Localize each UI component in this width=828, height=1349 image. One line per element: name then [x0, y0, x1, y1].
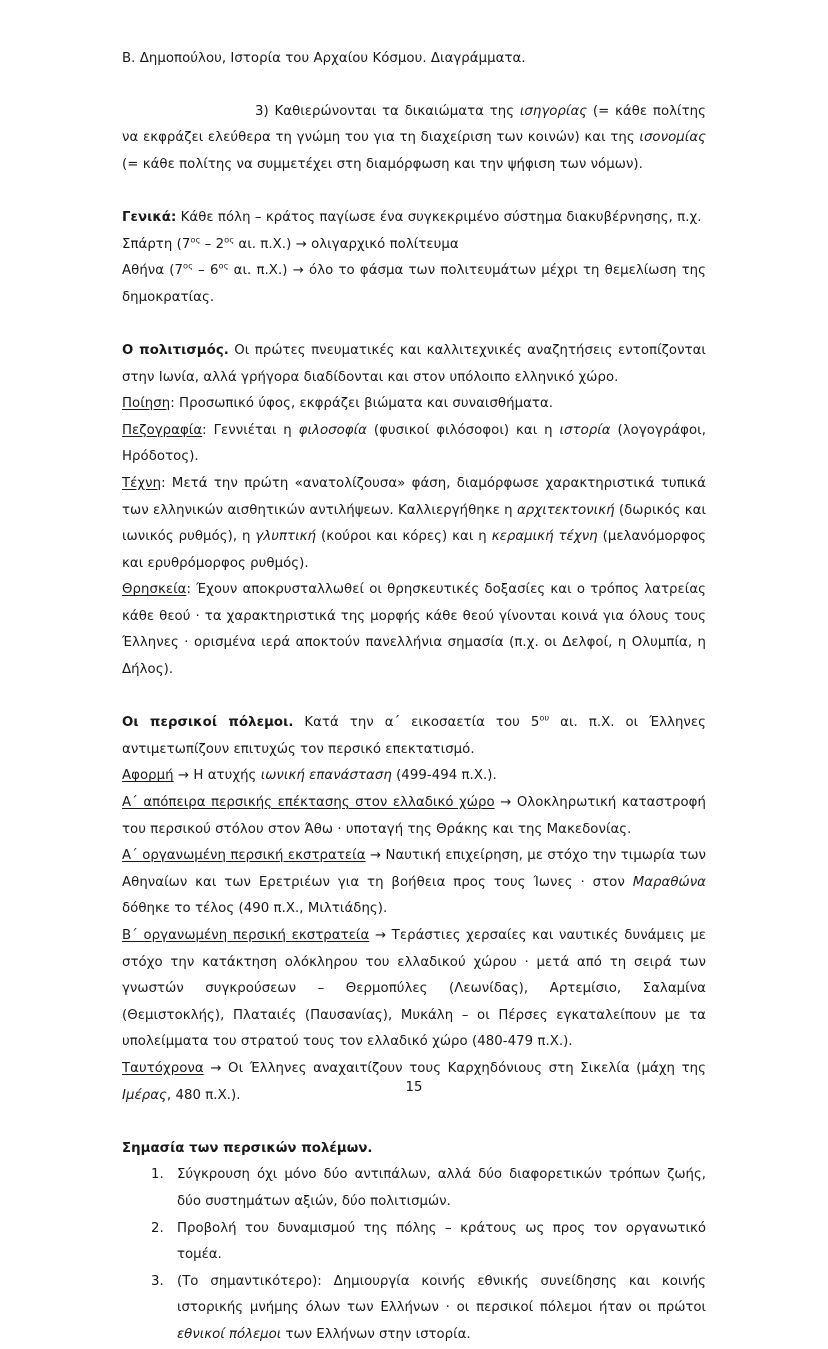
- paragraph-thriskeia: [122, 577, 706, 683]
- sparti-pre: Σπάρτη (7: [122, 236, 191, 252]
- paragraph-genika: [122, 205, 706, 232]
- apopeira-label: Α΄ απόπειρα περσικής επέκτασης στον ελλαδικό χώρο: [122, 795, 495, 811]
- list-item-part1: (Το σημαντικότερο): Δημιουργία κοινής εθνικής συνείδησης και κοινής ιστορικής μνήμης όλων των Ελλήνων · οι περσικοί πόλεμοι ήταν οι πρώτοι: [177, 1273, 706, 1316]
- intro-part1: Καθιερώνονται τα δικαιώματα της: [268, 103, 520, 119]
- ekstrateia-a-part2: δόθηκε το τέλος (490 π.Χ., Μιλτιάδης).: [122, 901, 388, 917]
- tautochrona-part2: , 480 π.Χ.).: [166, 1087, 241, 1103]
- paragraph-intro: [122, 99, 706, 179]
- pezografia-term-filosofia: φιλοσοφία: [298, 422, 367, 438]
- arrow-icon: →: [177, 768, 190, 784]
- thriskeia-body: : Έχουν αποκρυσταλλωθεί οι θρησκευτικές δοξασίες και ο τρόπος λατρείας κάθε θεού · τα χαρακτηριστικά της μορφής κάθε θεού γίνονται κοινά για όλους τους Έλληνες · ορισμένα ιερά αποκτούν πανελλήνια σημασία (π.χ. οι Δελφοί, η Ολυμπία, η Δήλος).: [122, 582, 706, 678]
- texni-part3: (κούροι και κόρες) και η: [316, 529, 492, 545]
- aformi-term-ioniki: ιωνική επανάσταση: [260, 768, 392, 784]
- intro-term-isonomia: ισονομίας: [639, 130, 706, 146]
- texni-part2: (δωρικός και ιωνικός ρυθμός), η: [122, 502, 706, 545]
- paragraph-sparti: [122, 232, 706, 259]
- spacer: [122, 684, 706, 711]
- aformi-label: Αφορμή: [122, 768, 174, 784]
- tautochrona-term-imeras: Ιμέρας: [122, 1087, 167, 1103]
- arrow-icon: →: [369, 848, 382, 864]
- ekstrateia-a-part1: Ναυτική επιχείρηση, με στόχο την τιμωρία των Αθηναίων και των Ερετριέων για τη βοήθεια προς τους Ίωνες · στον: [122, 848, 706, 890]
- list-item-text: Προβολή του δυναμισμού της πόλης – κράτους ως προς τον οργανωτικό τομέα.: [177, 1220, 706, 1263]
- simasia-heading: Σημασία των περσικών πολέμων.: [122, 1140, 373, 1156]
- list-item-part2: των Ελλήνων στην ιστορία.: [281, 1326, 471, 1342]
- tautochrona-part1: Οι Έλληνες αναχαιτίζουν τους Καρχηδόνιους στη Σικελία (μάχη της: [221, 1060, 706, 1076]
- athina-sup1: ος: [183, 260, 193, 271]
- list-item: [122, 1162, 706, 1215]
- arrow-icon: →: [374, 928, 387, 943]
- genika-heading: Γενικά:: [122, 209, 177, 225]
- paragraph-apopeira: [122, 790, 706, 843]
- athina-post: αι. π.Χ.): [228, 263, 293, 279]
- spacer: [122, 1109, 706, 1136]
- ekstrateia-b-body: Τεράστιες χερσαίες και ναυτικές δυνάμεις με στόχο την κατάκτηση ολόκληρου του ελλαδικού χώρου · μετά από τη σειρά των γνωστών συγκρούσεων – Θερμοπύλες (Λεωνίδας), Αρτεμίσιο, Σαλαμίνα (Θεμιστοκλής), Πλαταιές (Παυσανίας), Μυκάλη – οι Πέρσες εγκαταλείπουν με τα υπολείμματα του στρατού τους τον ελλαδικό χώρο (480-479 π.Χ.).: [122, 928, 706, 1050]
- paragraph-aformi: [122, 763, 706, 790]
- apopeira-body: Ολοκληρωτική καταστροφή του περσικού στόλου στον Άθω · υποταγή της Θράκης και της Μακεδονίας.: [122, 795, 706, 837]
- paragraph-texni: [122, 471, 706, 577]
- athina-tail: όλο το φάσμα των πολιτευμάτων μέχρι τη θεμελίωση της δημοκρατίας.: [122, 263, 706, 305]
- pezografia-part2: (φυσικοί φιλόσοφοι) και η: [367, 422, 560, 438]
- pezografia-term-istoria: ιστορία: [559, 422, 611, 438]
- ekstrateia-b-label: Β΄ οργανωμένη περσική εκστρατεία: [122, 928, 370, 943]
- texni-label: Τέχνη: [122, 475, 162, 491]
- pezografia-part1: : Γεννιέται η: [202, 422, 299, 438]
- intro-number: 3): [255, 103, 269, 119]
- spacer: [122, 311, 706, 338]
- list-item-text: Σύγκρουση όχι μόνο δύο αντιπάλων, αλλά δύο διαφορετικών τρόπων ζωής, δύο συστημάτων αξιών, δύο πολιτισμών.: [177, 1167, 706, 1209]
- sparti-mid: – 2: [200, 236, 225, 252]
- sparti-sup1: ος: [190, 234, 201, 245]
- paragraph-ekstrateia-a: [122, 843, 706, 923]
- pezografia-label: Πεζογραφία: [122, 422, 203, 438]
- tautochrona-label: Ταυτόχρονα: [122, 1060, 204, 1076]
- document-header: Β. Δημοπούλου, Ιστορία του Αρχαίου Κόσμου. Διαγράμματα.: [122, 51, 526, 66]
- texni-term-glyptiki: γλυπτική: [255, 529, 317, 545]
- athina-sup2: ος: [218, 260, 229, 271]
- arrow-icon: →: [295, 236, 307, 252]
- texni-term-arxitektoniki: αρχιτεκτονική: [516, 502, 615, 518]
- paragraph-athina: [122, 258, 706, 311]
- page-number: 15: [405, 1080, 423, 1095]
- paragraph-pezografia: [122, 418, 706, 471]
- aformi-part2: (499-494 π.Χ.).: [391, 768, 497, 784]
- page-content: [122, 46, 706, 1349]
- arrow-icon: →: [292, 263, 304, 279]
- texni-term-keramiki: κεραμική τέχνη: [491, 529, 598, 545]
- persikoi-heading: Οι περσικοί πόλεμοι.: [122, 715, 294, 731]
- ekstrateia-a-label: Α΄ οργανωμένη περσική εκστρατεία: [122, 848, 366, 864]
- politismos-heading: Ο πολιτισμός.: [122, 342, 229, 358]
- ekstrateia-a-term-marathona: Μαραθώνα: [632, 874, 706, 890]
- sparti-tail: ολιγαρχικό πολίτευμα: [306, 236, 459, 252]
- paragraph-persikoi: [122, 710, 706, 763]
- paragraph-poiisi: [122, 391, 706, 418]
- arrow-icon: →: [210, 1060, 222, 1076]
- persikoi-sup: ου: [539, 712, 550, 723]
- paragraph-simasia-heading: [122, 1136, 706, 1163]
- list-item-term-ethnikoi: εθνικοί πόλεμοι: [177, 1326, 282, 1342]
- politismos-body: Οι πρώτες πνευματικές και καλλιτεχνικές αναζητήσεις εντοπίζονται στην Ιωνία, αλλά γρήγορα διαδίδονται και στον υπόλοιπο ελληνικό χώρο.: [122, 342, 706, 385]
- intro-part3: (= κάθε πολίτης να συμμετέχει στη διαμόρφωση και την ψήφιση των νόμων).: [122, 156, 643, 172]
- aformi-part1: Η ατυχής: [189, 768, 261, 784]
- intro-term-isigoria: ισηγορίας: [519, 103, 588, 119]
- spacer: [122, 178, 706, 205]
- sparti-post: αι. π.Χ.): [234, 236, 296, 252]
- persikoi-part1: Κατά την α΄ εικοσαετία του 5: [293, 715, 540, 731]
- texni-part4: (μελανόμορφος και ερυθρόμορφος ρυθμός).: [122, 529, 707, 571]
- pezografia-part3: (λογογράφοι, Ηρόδοτος).: [122, 422, 707, 465]
- paragraph-ekstrateia-b: [122, 923, 706, 1056]
- athina-mid: – 6: [193, 263, 219, 279]
- persikoi-part2: αι. π.Χ. οι Έλληνες αντιμετωπίζουν επιτυχώς τον περσικό επεκτατισμό.: [122, 715, 706, 757]
- intro-part2: (= κάθε πολίτης να εκφράζει ελεύθερα τη γνώμη του για τη διαχείριση των κοινών) και της: [122, 103, 706, 146]
- list-item: [122, 1216, 706, 1269]
- poiisi-body: : Προσωπικό ύφος, εκφράζει βιώματα και συναισθήματα.: [170, 396, 554, 412]
- athina-pre: Αθήνα (7: [122, 263, 184, 279]
- list-item: [122, 1269, 706, 1349]
- arrow-icon: →: [500, 795, 512, 811]
- genika-line1: Κάθε πόλη – κράτος παγίωσε ένα συγκεκριμένο σύστημα διακυβέρνησης, π.χ.: [176, 209, 702, 225]
- simasia-list: [122, 1162, 706, 1348]
- sparti-sup2: ος: [224, 234, 235, 245]
- texni-part1: : Μετά την πρώτη «ανατολίζουσα» φάση, διαμόρφωσε χαρακτηριστικά τυπικά των ελληνικών αισθητικών αντιλήψεων. Καλλιεργήθηκε η: [122, 475, 706, 518]
- thriskeia-label: Θρησκεία: [122, 582, 187, 598]
- poiisi-label: Ποίηση: [122, 396, 171, 412]
- paragraph-politismos: [122, 338, 706, 391]
